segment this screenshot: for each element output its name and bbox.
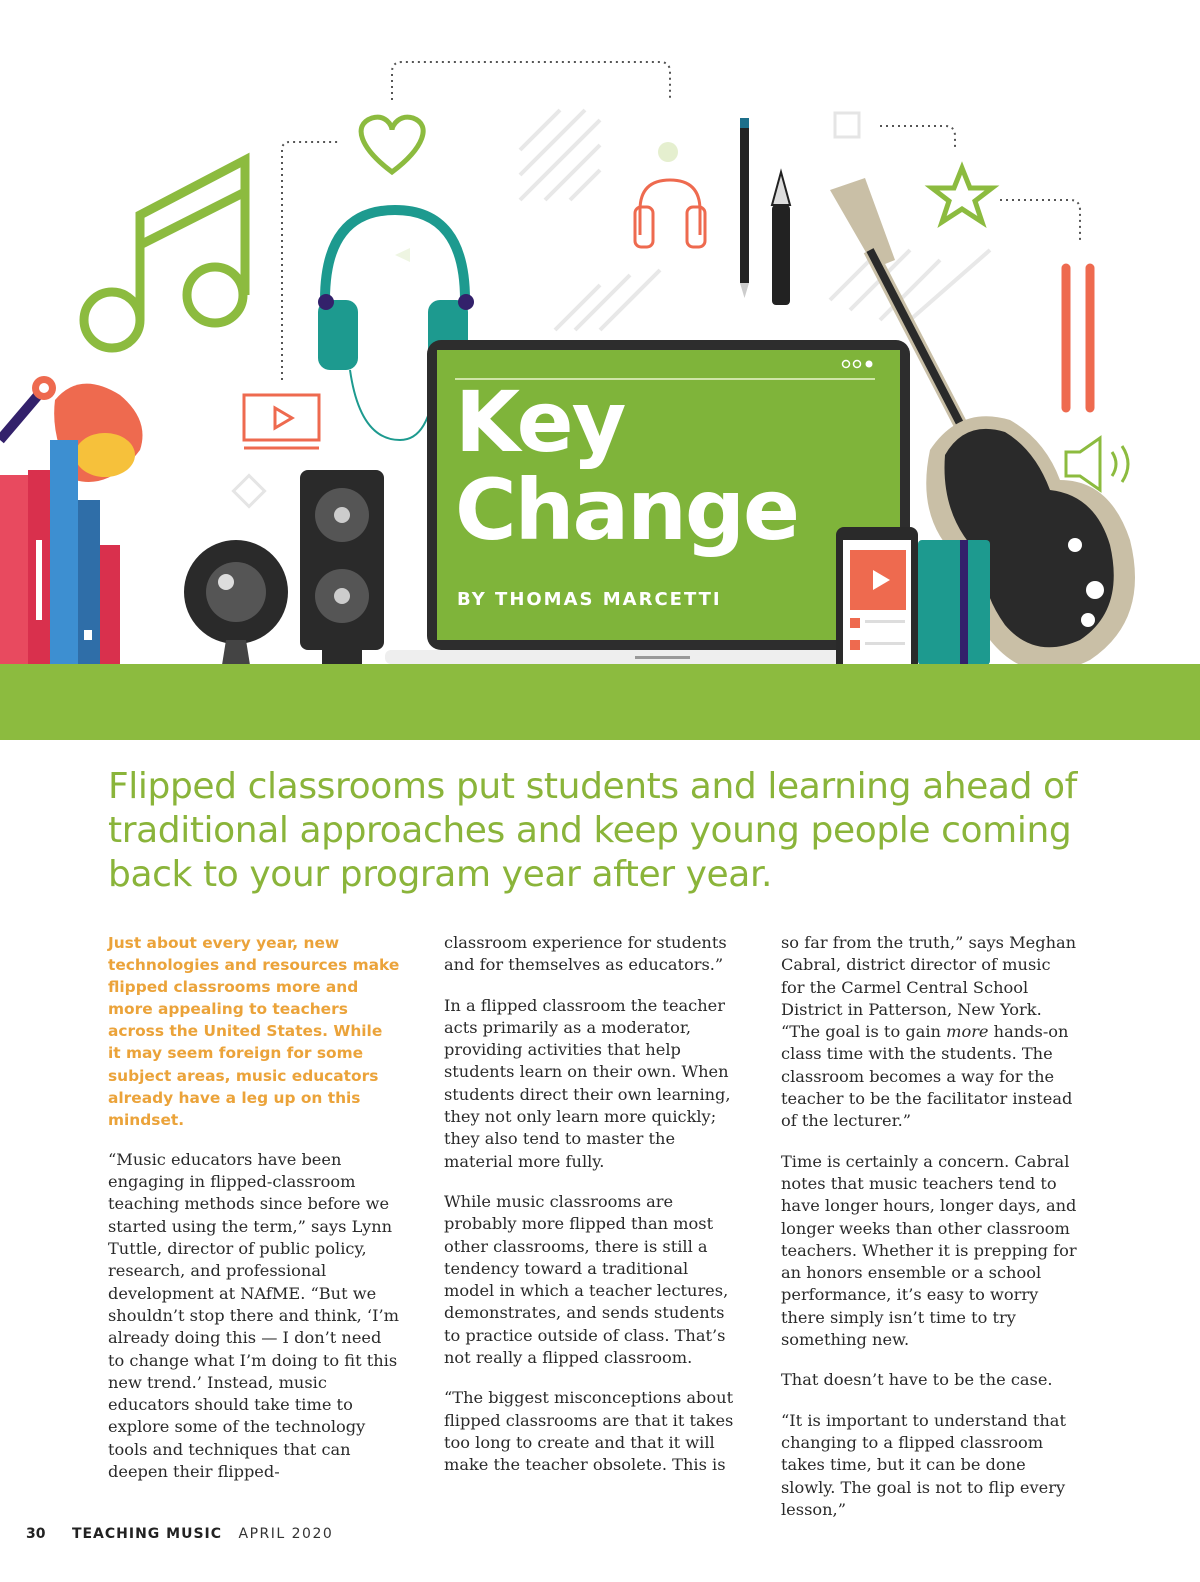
title-line-2: Change [455, 461, 799, 559]
lead-paragraph: Just about every year, new technologies and resources make flipped classrooms more and more appealing to teachers across the United States. While it may seem foreign for some subject areas, music educators already have a leg up on this mindset. [108, 934, 400, 1129]
emphasis-text: more [946, 1022, 989, 1042]
magazine-name: TEACHING MUSIC [71, 1526, 223, 1542]
body-paragraph: “It is important to understand that changing to a flipped classroom takes time, but it can be done slowly. The goal is not to flip every lesson,” [781, 1410, 1066, 1519]
body-paragraph: “Music educators have been engaging in flipped-classroom teaching methods since before we started using the term,” says Lynn Tuttle, director of public policy, research, and professional development at NAfME. “But we shouldn’t stop there and think, ‘I’m already doing this — I don’t need to change what I’m doing to fit this new trend.’ Instead, music educators should take time to explore some of the technology tools and techniques that can deepen their flipped- [108, 1149, 399, 1481]
hero-artwork [0, 0, 1200, 740]
notebook-icon [918, 540, 990, 665]
text-run: so far from the truth,” says Meghan Cabral, district director of music for the Carmel Central School District in Patterson, New York. “The goal is to gain [781, 933, 1077, 1042]
star-icon [932, 168, 992, 222]
article-column-1 [108, 932, 400, 1501]
dot-shape [658, 142, 678, 162]
square-shape [835, 113, 859, 137]
fountain-pen-icon [772, 172, 790, 305]
diamond-shape [233, 475, 264, 506]
hero-illustration [0, 0, 1200, 740]
text-run: hands-on class time with the students. The classroom becomes a way for the teacher to be the facilitator instead of the lecturer.” [781, 1022, 1073, 1131]
title-line-1: Key [455, 373, 625, 471]
hatch-patches [520, 110, 990, 330]
green-floor [0, 664, 1200, 740]
body-paragraph: In a flipped classroom the teacher acts primarily as a moderator, providing activities that help students learn on their own. When students direct their own learning, they not only learn more quickly; they also tend to master the material more fully. [444, 995, 731, 1171]
issue-date: APRIL 2020 [238, 1526, 334, 1542]
webcam-icon [184, 540, 288, 665]
heart-icon [361, 117, 423, 172]
body-paragraph: classroom experience for students and for themselves as educators.” [444, 933, 727, 975]
body-paragraph [781, 932, 1079, 1133]
body-paragraph: Time is certainly a concern. Cabral notes that music teachers tend to have longer hours, longer days, and longer weeks than other classroom teachers. Whether it is prepping for an honors ensemble or a school performance, it’s easy to worry there simply isn’t time to try something new. [781, 1151, 1077, 1350]
page-footer [26, 1526, 333, 1542]
music-note-icon [84, 160, 245, 348]
speakers-icon [300, 470, 384, 664]
drumsticks-icon [1066, 268, 1090, 408]
pencil-icon [740, 118, 749, 298]
dotted-connectors [282, 62, 1080, 380]
headphones-outline-icon [635, 180, 705, 247]
body-paragraph: “The biggest misconceptions about flipped classrooms are that it takes too long to create and that it will make the teacher obsolete. This is [444, 1388, 734, 1475]
article-column-2 [444, 932, 742, 1495]
byline: BY THOMAS MARCETTI [457, 589, 722, 610]
body-paragraph: That doesn’t have to be the case. [781, 1370, 1053, 1390]
rewind-icon [395, 248, 410, 262]
article-dek: Flipped classrooms put students and learning ahead of traditional approaches and keep young people coming back to your program year after year. [108, 766, 1077, 895]
body-paragraph: While music classrooms are probably more flipped than most other classrooms, there is still a tendency toward a traditional model in which a teacher lectures, demonstrates, and sends students to practice outside of class. That’s not really a flipped classroom. [444, 1191, 729, 1368]
page-number: 30 [26, 1526, 46, 1542]
video-play-icon [244, 395, 319, 448]
article-column-3 [781, 932, 1079, 1539]
hero-title [455, 373, 895, 559]
